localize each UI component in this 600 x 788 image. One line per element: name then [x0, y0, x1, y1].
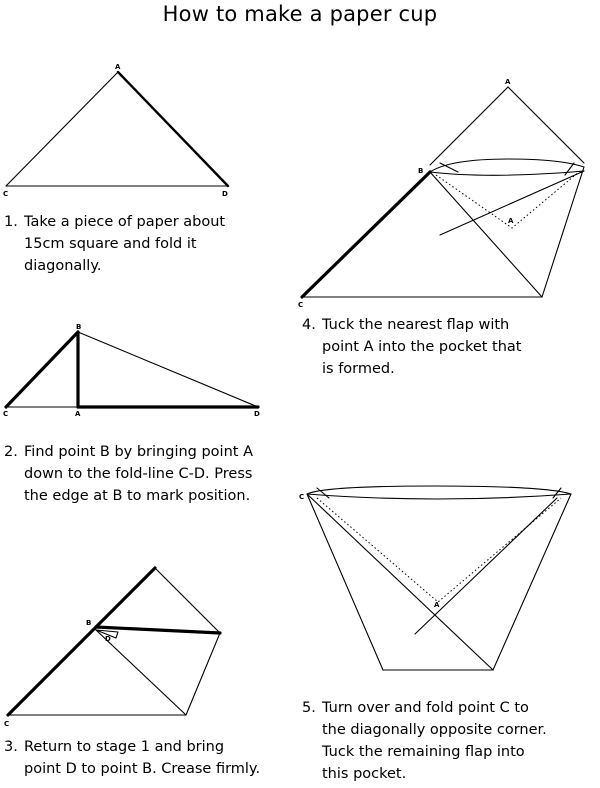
point-c-label: C: [298, 301, 304, 309]
diagram-step-2: [0, 322, 270, 422]
folded-triangle-shape: [6, 72, 228, 186]
inner-flap-line: [415, 498, 557, 634]
step-number: 5.: [302, 700, 316, 716]
step-line: Take a piece of paper about: [24, 214, 226, 230]
step-5-text: [302, 697, 547, 785]
step-line: diagonally.: [24, 258, 102, 274]
point-a-top-label: A: [505, 78, 511, 86]
edge-a-right: [508, 87, 584, 163]
point-d-label: D: [254, 410, 260, 418]
point-c-label: C: [4, 720, 10, 728]
fold-edge-line: [118, 72, 228, 186]
step-2-text: [4, 441, 253, 507]
step-line: 15cm square and fold it: [24, 236, 197, 252]
rim-right-slant: [565, 163, 574, 175]
point-a-inner-label: A: [508, 217, 514, 225]
thick-edge-cb: [302, 172, 430, 297]
fold-diagonal: [430, 172, 542, 297]
step-line: point D to point B. Crease firmly.: [24, 761, 261, 777]
diagram-step-4: [290, 75, 600, 310]
diagram-step-5: [295, 480, 590, 680]
inner-fold-line: [440, 171, 584, 235]
step-line: down to the fold-line C-D. Press: [24, 466, 253, 482]
step-line: Turn over and fold point C to: [322, 700, 529, 716]
step-line: this pocket.: [322, 766, 407, 782]
point-b-label: B: [418, 167, 424, 175]
step-4-text: [302, 314, 522, 380]
step-line: Return to stage 1 and bring: [24, 739, 225, 755]
point-d-label: D: [222, 190, 228, 198]
point-c-label: C: [3, 190, 9, 198]
step-line: Find point B by bringing point A: [24, 444, 253, 460]
rim-right-slant: [553, 488, 561, 498]
step-number: 4.: [302, 317, 316, 333]
hidden-flap-outline: [317, 498, 561, 602]
thick-edge-cb: [6, 332, 78, 407]
cup-left-side: [307, 494, 383, 670]
point-c-label: C: [299, 493, 305, 501]
cup-rim-bottom: [307, 494, 571, 499]
step-number: 2.: [4, 444, 18, 460]
point-c-label: C: [3, 410, 9, 418]
step-line: point A into the pocket that: [322, 339, 522, 355]
diagram-step-1: [0, 60, 240, 200]
diagram-step-3: [0, 560, 240, 730]
point-d-label: D: [105, 635, 111, 643]
page-title: How to make a paper cup: [162, 2, 438, 26]
step-line: Tuck the nearest flap with: [322, 317, 510, 333]
step-3-text: [4, 736, 260, 780]
cup-right-side: [493, 494, 571, 670]
step-line: Tuck the remaining flap into: [322, 744, 525, 760]
point-a-label: A: [75, 410, 81, 418]
point-b-label: B: [86, 619, 92, 627]
step-number: 1.: [4, 214, 18, 230]
edge-right-bottom: [186, 633, 220, 715]
point-a-label: A: [434, 601, 440, 609]
point-a-label: A: [115, 63, 121, 71]
step-number: 3.: [4, 739, 18, 755]
cup-rim-top: [307, 486, 571, 494]
thick-edge-left: [8, 568, 155, 715]
front-flap-diagonal: [307, 494, 493, 670]
step-line: is formed.: [322, 361, 395, 377]
point-b-label: B: [76, 323, 82, 331]
edge-a-left: [430, 87, 508, 165]
step-line: the edge at B to mark position.: [24, 488, 251, 504]
step-1-text: [4, 211, 225, 277]
cup-rim-bottom: [430, 171, 584, 175]
step-line: the diagonally opposite corner.: [322, 722, 547, 738]
edge-top-right: [155, 568, 220, 633]
